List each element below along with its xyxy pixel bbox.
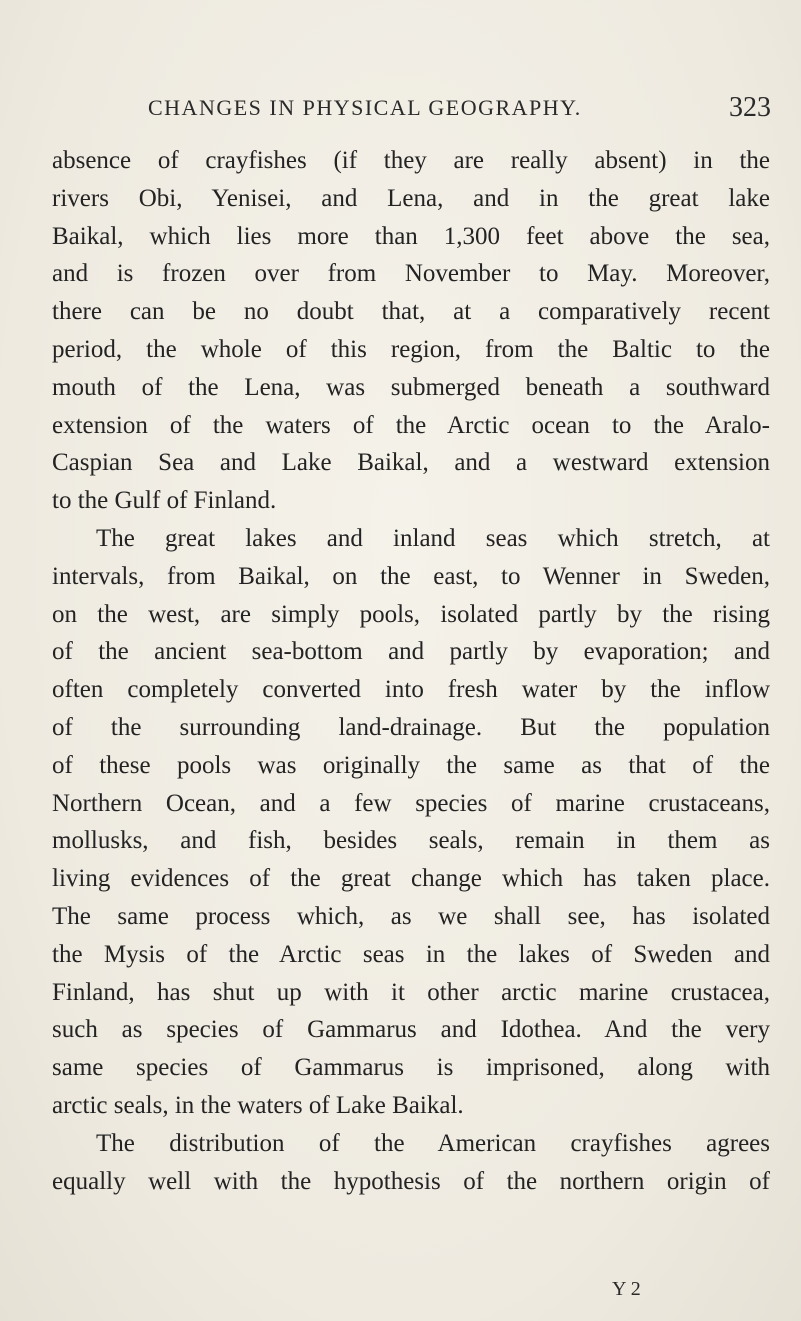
text-line: mouth of the Lena, was submerged beneath a southward [52,373,770,401]
text-line: equally well with the hypothesis of the northern origin of [52,1167,770,1195]
text-line: often completely converted into fresh water by the inflow [52,676,770,704]
text-line: of the surrounding land-drainage. But the population [52,713,770,741]
text-line: and is frozen over from November to May. Moreover, [52,260,770,288]
text-line: The great lakes and inland seas which stretch, at [96,524,770,552]
text-line: Finland, has shut up with it other arctic marine crustacea, [52,978,770,1006]
text-line: mollusks, and fish, besides seals, remain in them as [52,827,770,855]
text-line: Caspian Sea and Lake Baikal, and a westward extension [52,449,770,477]
text-line: period, the whole of this region, from the Baltic to the [52,335,770,363]
page-header [148,90,600,126]
page-number: 323 [729,92,771,123]
text-line: same species of Gammarus is imprisoned, along with [52,1054,770,1082]
text-line: rivers Obi, Yenisei, and Lena, and in the great lake [52,184,770,212]
text-line: intervals, from Baikal, on the east, to Wenner in Sweden, [52,562,770,590]
running-head: CHANGES IN PHYSICAL GEOGRAPHY. [148,95,582,120]
text-line: there can be no doubt that, at a comparatively recent [52,298,770,326]
text-line: arctic seals, in the waters of Lake Baikal. [52,1091,464,1119]
text-line: The same process which, as we shall see, has isolated [52,902,770,930]
text-line: of these pools was originally the same as that of the [52,751,770,779]
text-line: The distribution of the American crayfishes agrees [96,1129,770,1157]
text-line: to the Gulf of Finland. [52,487,277,515]
text-line: extension of the waters of the Arctic ocean to the Aralo- [52,411,770,439]
text-line: such as species of Gammarus and Idothea. And the very [52,1016,770,1044]
text-line: of the ancient sea-bottom and partly by evaporation; and [52,638,770,666]
text-line: on the west, are simply pools, isolated partly by the rising [52,600,770,628]
body-text [52,142,770,1200]
signature-mark: Y 2 [612,1278,641,1300]
text-line: Northern Ocean, and a few species of marine crustaceans, [52,789,770,817]
text-line: the Mysis of the Arctic seas in the lakes of Sweden and [52,940,770,968]
text-line: Baikal, which lies more than 1,300 feet above the sea, [52,222,770,250]
text-line: absence of crayfishes (if they are really absent) in the [52,147,770,174]
text-line: living evidences of the great change which has taken place. [52,865,770,893]
